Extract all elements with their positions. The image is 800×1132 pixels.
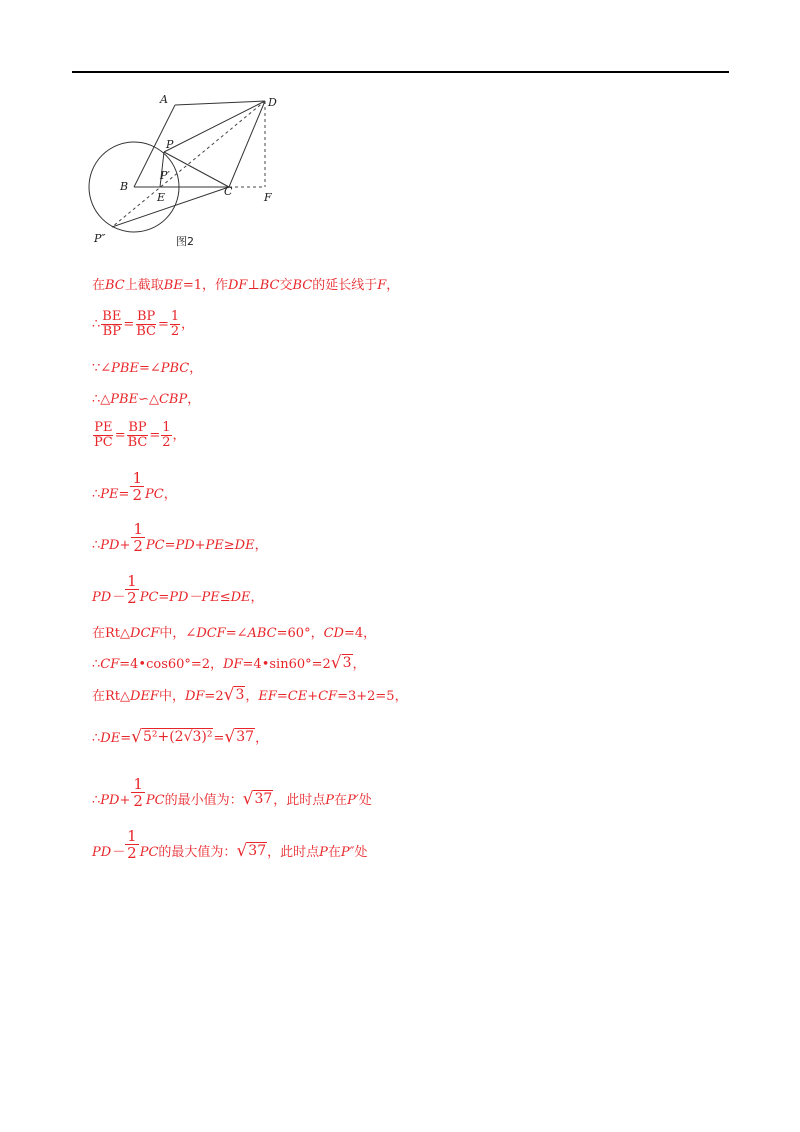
segment-dc (229, 101, 265, 187)
label-b: B (120, 180, 129, 193)
fraction: $\frac{BP}{BC}$ (136, 309, 156, 339)
line-12: ∴DE= √ 5²+(2√3)² = √ 37 ， (92, 727, 269, 747)
label-f: F (264, 191, 272, 204)
label-d: D (268, 96, 277, 109)
label-p-prime: P′ (160, 169, 170, 182)
sqrt: √ 5²+(2√3)² (131, 727, 213, 747)
sqrt: √ 37 (242, 789, 273, 809)
line-6: ∴PE= $\frac{1}{2}$ PC， (92, 469, 177, 504)
header-rule (72, 71, 729, 73)
fraction-half: $\frac{1}{2}$ (132, 469, 142, 504)
fraction-half: $\frac{1}{2}$ (127, 827, 137, 862)
line-4: ∴△PBE∽△CBP， (92, 392, 201, 407)
segment-pc (164, 152, 229, 187)
line-5-ratio: $\frac{PE}{PC}$ = $\frac{BP}{BC}$ = $\frac{1}{2}$ ， (94, 420, 186, 450)
line-8: PD－ $\frac{1}{2}$ PC=PD－PE≤DE， (92, 572, 264, 607)
line-1: 在BC上截取BE=1，作DF⊥BC交BC的延长线于F， (92, 278, 400, 293)
segment-ad (175, 101, 265, 105)
line-10: ∴CF=4•cos60°=2，DF=4•sin60°=2 √ 3 ， (92, 653, 366, 673)
segment-pd (164, 101, 265, 152)
fraction: $\frac{1}{2}$ (162, 420, 171, 450)
line-14: PD－ $\frac{1}{2}$ PC的最大值为： √ 37 ，此时点P在P″处 (92, 827, 368, 862)
figure-caption: 图2 (176, 235, 194, 248)
sqrt: √ 37 (224, 727, 255, 747)
fraction: $\frac{BE}{BP}$ (102, 309, 122, 339)
sqrt: √ 37 (236, 841, 267, 861)
label-e: E (157, 191, 166, 204)
line-9: 在Rt△DCF中，∠DCF=∠ABC=60°，CD=4， (92, 626, 377, 641)
geometry-figure (84, 90, 294, 255)
fraction: $\frac{BP}{BC}$ (127, 420, 148, 450)
line-13: ∴PD+ $\frac{1}{2}$ PC的最小值为： √ 37 ，此时点P在P′处 (92, 775, 372, 810)
fraction-half: $\frac{1}{2}$ (133, 520, 143, 555)
sqrt: √ 3 (223, 685, 245, 705)
segment-ppp-c (112, 187, 229, 227)
dashed-d-ppp (112, 101, 265, 227)
line-11: 在Rt△DEF中，DF=2 √ 3 ，EF=CE+CF=3+2=5， (92, 685, 408, 705)
label-c: C (224, 185, 233, 198)
label-a: A (160, 93, 168, 106)
line-3: ∵∠PBE=∠PBC， (92, 361, 203, 376)
fraction: $\frac{1}{2}$ (170, 309, 180, 339)
fraction-half: $\frac{1}{2}$ (127, 572, 137, 607)
line-7: ∴PD+ $\frac{1}{2}$ PC=PD+PE≥DE， (92, 520, 268, 555)
label-p-double-prime: P″ (94, 232, 106, 245)
fraction: $\frac{PE}{PC}$ (94, 420, 113, 450)
fraction-half: $\frac{1}{2}$ (133, 775, 143, 810)
label-p: P (166, 138, 174, 151)
line-2-ratio: ∴ $\frac{BE}{BP}$ = $\frac{BP}{BC}$ = $\frac{1}{2}$ ， (92, 309, 195, 339)
sqrt: √ 3 (330, 653, 352, 673)
